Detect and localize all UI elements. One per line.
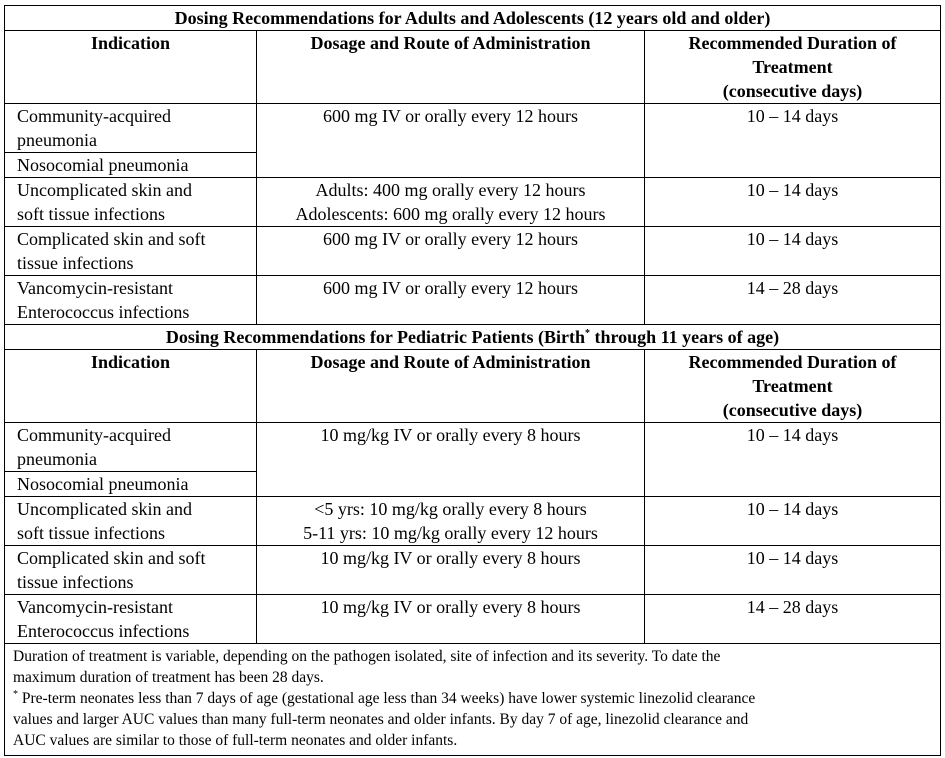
adult-indication-nosocomial: Nosocomial pneumonia	[5, 153, 257, 178]
pediatric-header-duration: Recommended Duration of Treatment (consecutive days)	[645, 350, 941, 423]
pediatric-vre-dose: 10 mg/kg IV or orally every 8 hours	[257, 595, 645, 644]
table-row	[5, 423, 941, 472]
adult-uncomplicated-duration: 10 – 14 days	[645, 178, 941, 227]
dosing-table	[4, 5, 941, 756]
adult-complicated-duration: 10 – 14 days	[645, 227, 941, 276]
pediatric-header-row	[5, 350, 941, 423]
adult-vre-dose: 600 mg IV or orally every 12 hours	[257, 276, 645, 325]
adult-header-dosage: Dosage and Route of Administration	[257, 31, 645, 104]
table-row	[5, 178, 941, 227]
pediatric-indication-uncomplicated: Uncomplicated skin and soft tissue infections	[5, 497, 257, 546]
pediatric-title-row	[5, 325, 941, 350]
pediatric-vre-duration: 14 – 28 days	[645, 595, 941, 644]
pediatric-complicated-duration: 10 – 14 days	[645, 546, 941, 595]
pediatric-indication-complicated: Complicated skin and soft tissue infections	[5, 546, 257, 595]
table-row	[5, 546, 941, 595]
adult-complicated-dose: 600 mg IV or orally every 12 hours	[257, 227, 645, 276]
adult-pneumonia-duration: 10 – 14 days	[645, 104, 941, 178]
adult-section-title: Dosing Recommendations for Adults and Adolescents (12 years old and older)	[5, 6, 941, 31]
adult-header-duration: Recommended Duration of Treatment (consecutive days)	[645, 31, 941, 104]
pediatric-pneumonia-dose: 10 mg/kg IV or orally every 8 hours	[257, 423, 645, 497]
table-row	[5, 497, 941, 546]
table-row	[5, 104, 941, 153]
table-row	[5, 227, 941, 276]
pediatric-header-dosage: Dosage and Route of Administration	[257, 350, 645, 423]
neonate-note: * Pre-term neonates less than 7 days of age (gestational age less than 34 weeks) have lower systemic linezolid clearance values and larger AUC values than many full-term neonates and older infants. By day 7 of age, linezolid clearance and AUC values are similar to those of full-term neonates and older infants.	[13, 688, 756, 749]
adult-indication-vre: Vancomycin-resistant Enterococcus infections	[5, 276, 257, 325]
pediatric-section-title: Dosing Recommendations for Pediatric Patients (Birth* through 11 years of age)	[5, 325, 941, 350]
footnote-row	[5, 644, 941, 756]
pediatric-indication-cap: Community-acquired pneumonia	[5, 423, 257, 472]
pediatric-uncomplicated-dose: <5 yrs: 10 mg/kg orally every 8 hours 5-11 yrs: 10 mg/kg orally every 12 hours	[257, 497, 645, 546]
adult-indication-complicated: Complicated skin and soft tissue infections	[5, 227, 257, 276]
adult-header-indication: Indication	[5, 31, 257, 104]
footnote-marker: *	[13, 688, 18, 700]
footnote-marker: *	[584, 328, 590, 339]
pediatric-indication-vre: Vancomycin-resistant Enterococcus infections	[5, 595, 257, 644]
pediatric-complicated-dose: 10 mg/kg IV or orally every 8 hours	[257, 546, 645, 595]
table-row	[5, 276, 941, 325]
adult-pneumonia-dose: 600 mg IV or orally every 12 hours	[257, 104, 645, 178]
pediatric-pneumonia-duration: 10 – 14 days	[645, 423, 941, 497]
adult-header-row	[5, 31, 941, 104]
duration-note: Duration of treatment is variable, depending on the pathogen isolated, site of infection and its severity. To date the maximum duration of treatment has been 28 days.	[13, 648, 721, 686]
footnote-cell	[5, 644, 941, 756]
pediatric-indication-nosocomial: Nosocomial pneumonia	[5, 472, 257, 497]
pediatric-uncomplicated-duration: 10 – 14 days	[645, 497, 941, 546]
adult-uncomplicated-dose: Adults: 400 mg orally every 12 hours Adolescents: 600 mg orally every 12 hours	[257, 178, 645, 227]
adult-vre-duration: 14 – 28 days	[645, 276, 941, 325]
adult-indication-uncomplicated: Uncomplicated skin and soft tissue infections	[5, 178, 257, 227]
table-row	[5, 595, 941, 644]
adult-title-row	[5, 6, 941, 31]
adult-indication-cap: Community-acquired pneumonia	[5, 104, 257, 153]
pediatric-header-indication: Indication	[5, 350, 257, 423]
